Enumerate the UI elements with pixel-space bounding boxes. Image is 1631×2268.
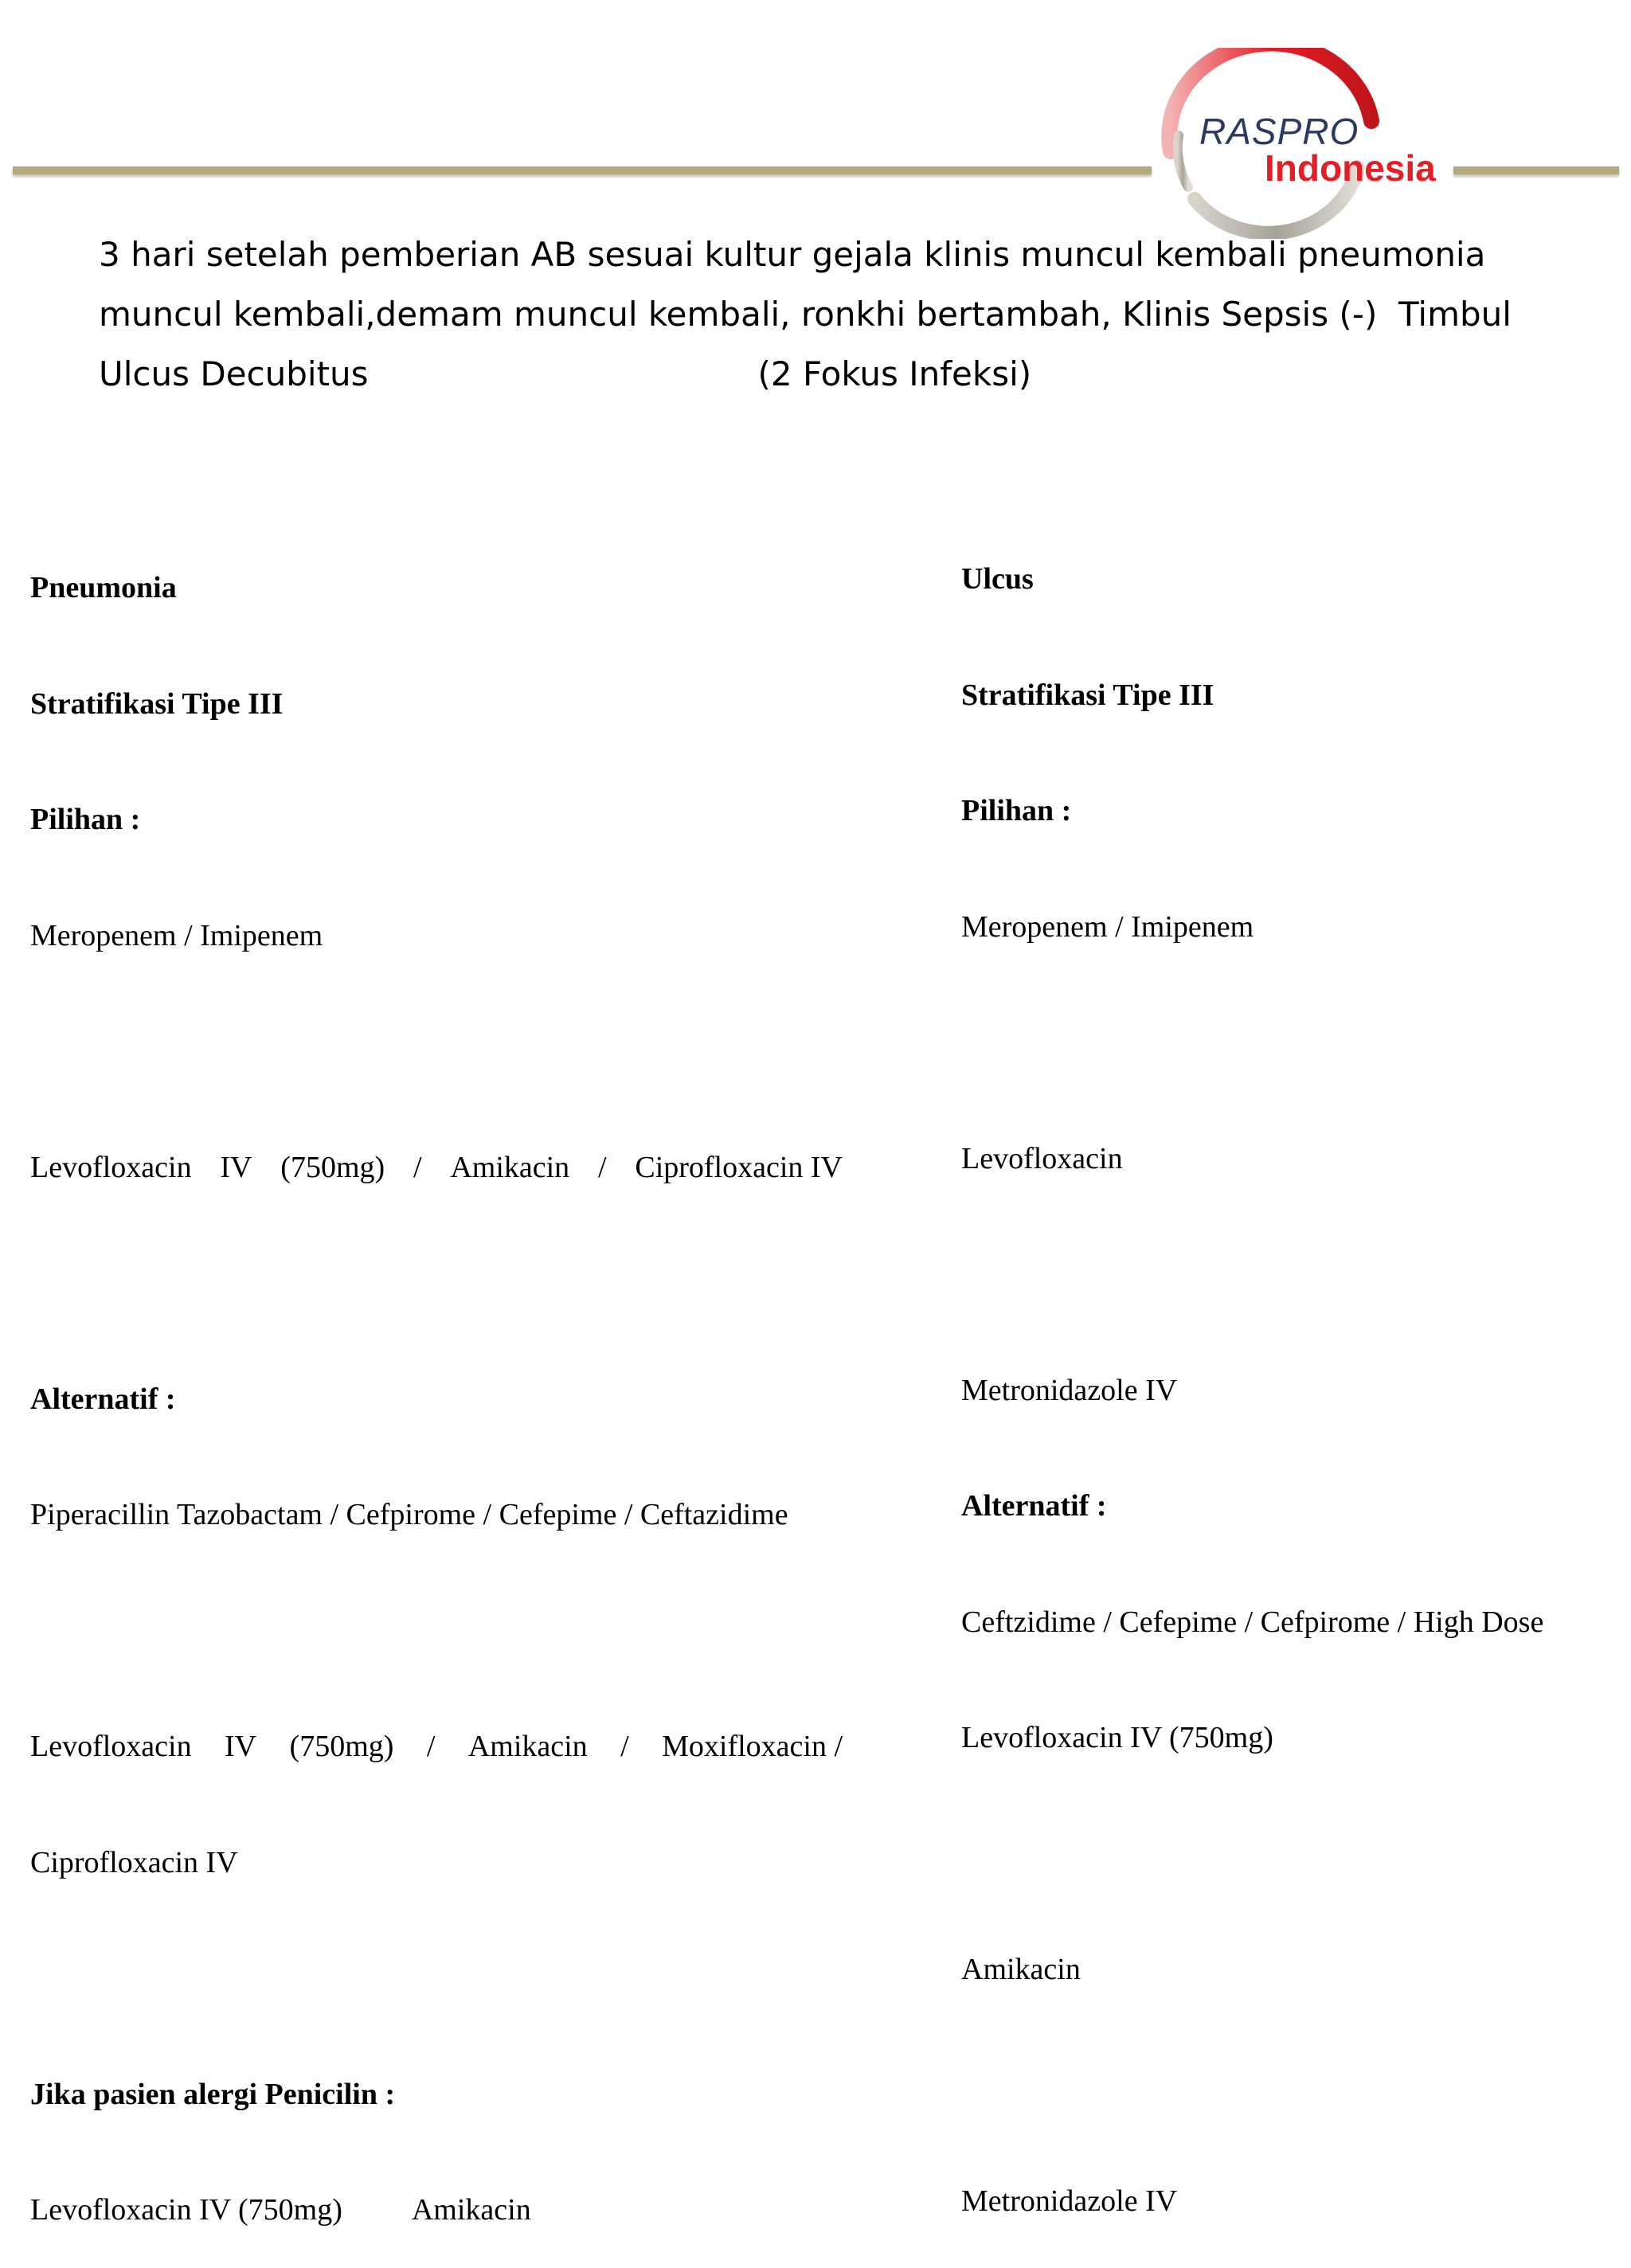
ulcus-choice-label: Pilihan :: [961, 794, 1072, 827]
ulcus-choice-2: Levofloxacin: [961, 1141, 1123, 1175]
ulcus-choice-1: Meropenem / Imipenem: [961, 909, 1254, 944]
pneumonia-stratification: Stratifikasi Tipe III: [30, 686, 284, 721]
logo-raspro-text: RASPRO: [1199, 111, 1359, 152]
pneumonia-choice-2-part: Amikacin: [450, 1150, 570, 1184]
pneumonia-column: [30, 491, 851, 2268]
pneumonia-allergy-1: Levofloxacin IV (750mg): [30, 2193, 342, 2227]
ulcus-alternative-label: Alternatif :: [961, 1489, 1107, 1523]
pneumonia-choice-1: Meropenem / Imipenem: [30, 918, 323, 952]
spacer: [961, 1023, 1598, 1062]
intro-paragraph: [99, 225, 1548, 404]
ulcus-alternative-3: Metronidazole IV: [961, 2184, 1178, 2218]
intro-line-3-right: (2 Fokus Infeksi): [757, 354, 1032, 393]
pneumonia-alternative-1: Piperacillin Tazobactam / Cefpirome / Cefepime / Ceftazidime: [30, 1498, 788, 1531]
pneumonia-alternative-label: Alternatif :: [30, 1382, 176, 1416]
ulcus-alternative-1-cont: Levofloxacin IV (750mg): [961, 1721, 1273, 1754]
ulcus-column: [961, 483, 1598, 2259]
pneumonia-alternative-2-part: Levofloxacin: [30, 1730, 192, 1763]
spacer: [30, 1612, 851, 1651]
pneumonia-choice-2-part: /: [597, 1150, 607, 1184]
pneumonia-alternative-2-part: /: [426, 1730, 436, 1763]
pneumonia-allergy-2: Amikacin: [411, 2193, 531, 2227]
pneumonia-choice-2-part: IV: [220, 1150, 252, 1184]
ulcus-choice-3: Metronidazole IV: [961, 1373, 1178, 1407]
ulcus-title: Ulcus: [961, 562, 1034, 596]
spacer: [961, 1835, 1598, 1874]
spacer: [30, 1032, 851, 1071]
pneumonia-choice-2-part: Ciprofloxacin IV: [635, 1150, 843, 1184]
pneumonia-choice-label: Pilihan :: [30, 803, 141, 836]
ulcus-stratification: Stratifikasi Tipe III: [961, 678, 1214, 712]
pneumonia-choice-2-part: /: [413, 1150, 422, 1184]
pneumonia-alternative-2-part: Moxifloxacin /: [662, 1730, 843, 1763]
ulcus-alternative-1: Ceftzidime / Cefepime / Cefpirome / High Dose: [961, 1605, 1544, 1639]
header-rule-left: [13, 166, 1152, 174]
header-rule-right: [1453, 166, 1619, 174]
pneumonia-allergy-label: Jika pasien alergi Penicilin :: [30, 2077, 396, 2111]
pneumonia-alternative-2-cont: Ciprofloxacin IV: [30, 1845, 238, 1879]
spacer: [961, 2067, 1598, 2106]
logo-indonesia-text: Indonesia: [1265, 147, 1436, 189]
pneumonia-alternative-2-part: Amikacin: [467, 1730, 588, 1763]
pneumonia-allergy-line: [30, 2191, 851, 2230]
pneumonia-title: Pneumonia: [30, 571, 177, 604]
intro-line-1: 3 hari setelah pemberian AB sesuai kultur gejala klinis muncul kembali pneumonia: [99, 235, 1486, 274]
intro-line-3-left: Ulcus Decubitus: [99, 354, 369, 393]
spacer: [30, 1264, 851, 1303]
spacer: [961, 1255, 1598, 1294]
ulcus-alternative-2: Amikacin: [961, 1953, 1081, 1986]
pneumonia-choice-2-part: Levofloxacin: [30, 1150, 192, 1184]
pneumonia-alternative-2: [30, 1727, 843, 1766]
pneumonia-choice-2-part: (750mg): [280, 1150, 385, 1184]
raspro-logo: [1147, 48, 1449, 239]
spacer: [30, 1959, 851, 1998]
pneumonia-choice-2: [30, 1148, 843, 1187]
intro-line-3: [99, 344, 1548, 404]
intro-line-2: muncul kembali,demam muncul kembali, ronkhi bertambah, Klinis Sepsis (-) Timbul: [99, 295, 1512, 334]
pneumonia-alternative-2-part: IV: [225, 1730, 257, 1763]
pneumonia-alternative-2-part: /: [620, 1730, 629, 1763]
pneumonia-alternative-2-part: (750mg): [289, 1730, 394, 1763]
